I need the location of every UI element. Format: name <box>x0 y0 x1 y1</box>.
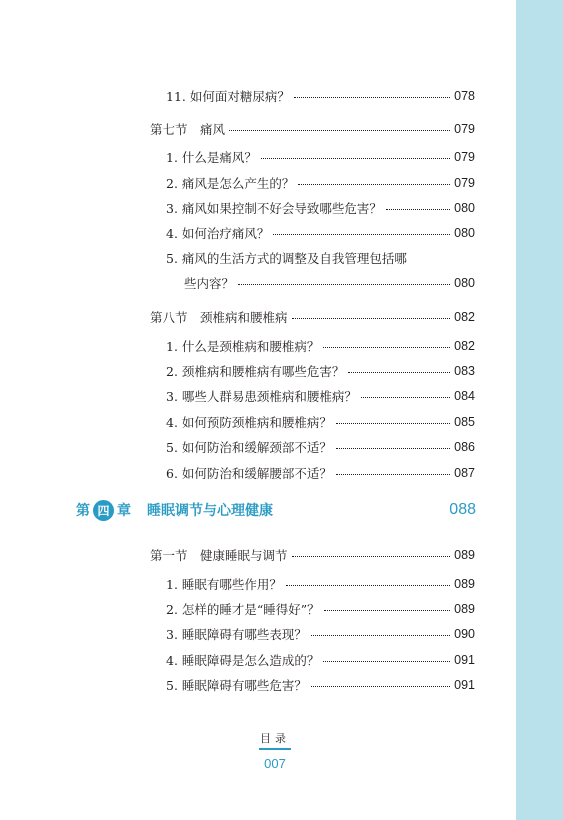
toc-entry[interactable]: 4. 睡眠障碍是怎么造成的？ 091 <box>166 653 475 668</box>
dot-leader <box>298 183 450 185</box>
dot-leader <box>292 317 451 319</box>
dot-leader <box>273 233 450 235</box>
toc-entry[interactable]: 1. 睡眠有哪些作用？ 089 <box>166 577 475 592</box>
chapter-suffix: 章 <box>117 503 131 519</box>
chapter-number-badge: 四 <box>93 500 114 521</box>
dot-leader <box>324 609 450 611</box>
footer-rule <box>259 748 291 750</box>
dot-leader <box>336 473 450 475</box>
toc-entry[interactable]: 4. 如何治疗痛风？ 080 <box>166 226 475 241</box>
toc-entry[interactable]: 3. 睡眠障碍有哪些表现？ 090 <box>166 627 475 642</box>
chapter-page: 088 <box>449 501 476 518</box>
dot-leader <box>292 555 451 557</box>
toc-entry[interactable]: 5. 睡眠障碍有哪些危害？ 091 <box>166 678 475 693</box>
toc-entry[interactable]: 2. 痛风是怎么产生的？ 079 <box>166 176 475 191</box>
dot-leader <box>261 157 450 159</box>
dot-leader <box>336 422 450 424</box>
dot-leader <box>361 396 450 398</box>
footer-page-number: 007 <box>264 756 286 771</box>
toc-entry[interactable]: 6. 如何防治和缓解腰部不适？ 087 <box>166 466 475 481</box>
chapter-heading[interactable] <box>76 498 476 522</box>
chapter-prefix: 第 <box>76 503 90 519</box>
dot-leader <box>294 96 450 98</box>
toc-entry[interactable]: 2. 怎样的睡才是“睡得好”？ 089 <box>166 602 475 617</box>
dot-leader <box>336 447 450 449</box>
dot-leader <box>311 685 450 687</box>
footer-label: 目录 <box>260 732 290 745</box>
toc-entry[interactable]: 3. 痛风如果控制不好会导致哪些危害？ 080 <box>166 201 475 216</box>
toc-entry[interactable]: 11. 如何面对糖尿病？ 078 <box>166 89 475 104</box>
dot-leader <box>323 346 450 348</box>
toc-entry-continuation[interactable]: 些内容？ 080 <box>184 276 475 291</box>
toc-entry[interactable]: 5. 如何防治和缓解颈部不适？ 086 <box>166 440 475 455</box>
toc-entry[interactable]: 4. 如何预防颈椎病和腰椎病？ 085 <box>166 415 475 430</box>
dot-leader <box>238 283 450 285</box>
chapter-title: 睡眠调节与心理健康 <box>147 503 273 519</box>
dot-leader <box>229 129 450 131</box>
toc-entry[interactable]: 1. 什么是痛风？ 079 <box>166 150 475 165</box>
side-color-band <box>516 0 563 820</box>
toc-entry[interactable]: 2. 颈椎病和腰椎病有哪些危害？ 083 <box>166 364 475 379</box>
toc-section-heading[interactable]: 第七节 痛风 079 <box>150 122 475 137</box>
toc-entry[interactable]: 3. 哪些人群易患颈椎病和腰椎病？ 084 <box>166 389 475 404</box>
toc-section-heading[interactable]: 第八节 颈椎病和腰椎病 082 <box>150 310 475 325</box>
dot-leader <box>286 584 450 586</box>
toc-entry[interactable]: 1. 什么是颈椎病和腰椎病？ 082 <box>166 339 475 354</box>
toc-entry-first-line[interactable]: 5. 痛风的生活方式的调整及自我管理包括哪 <box>166 251 407 266</box>
dot-leader <box>323 660 450 662</box>
toc-section-heading[interactable]: 第一节 健康睡眠与调节 089 <box>150 548 475 563</box>
dot-leader <box>311 634 450 636</box>
dot-leader <box>386 208 450 210</box>
dot-leader <box>348 371 450 373</box>
